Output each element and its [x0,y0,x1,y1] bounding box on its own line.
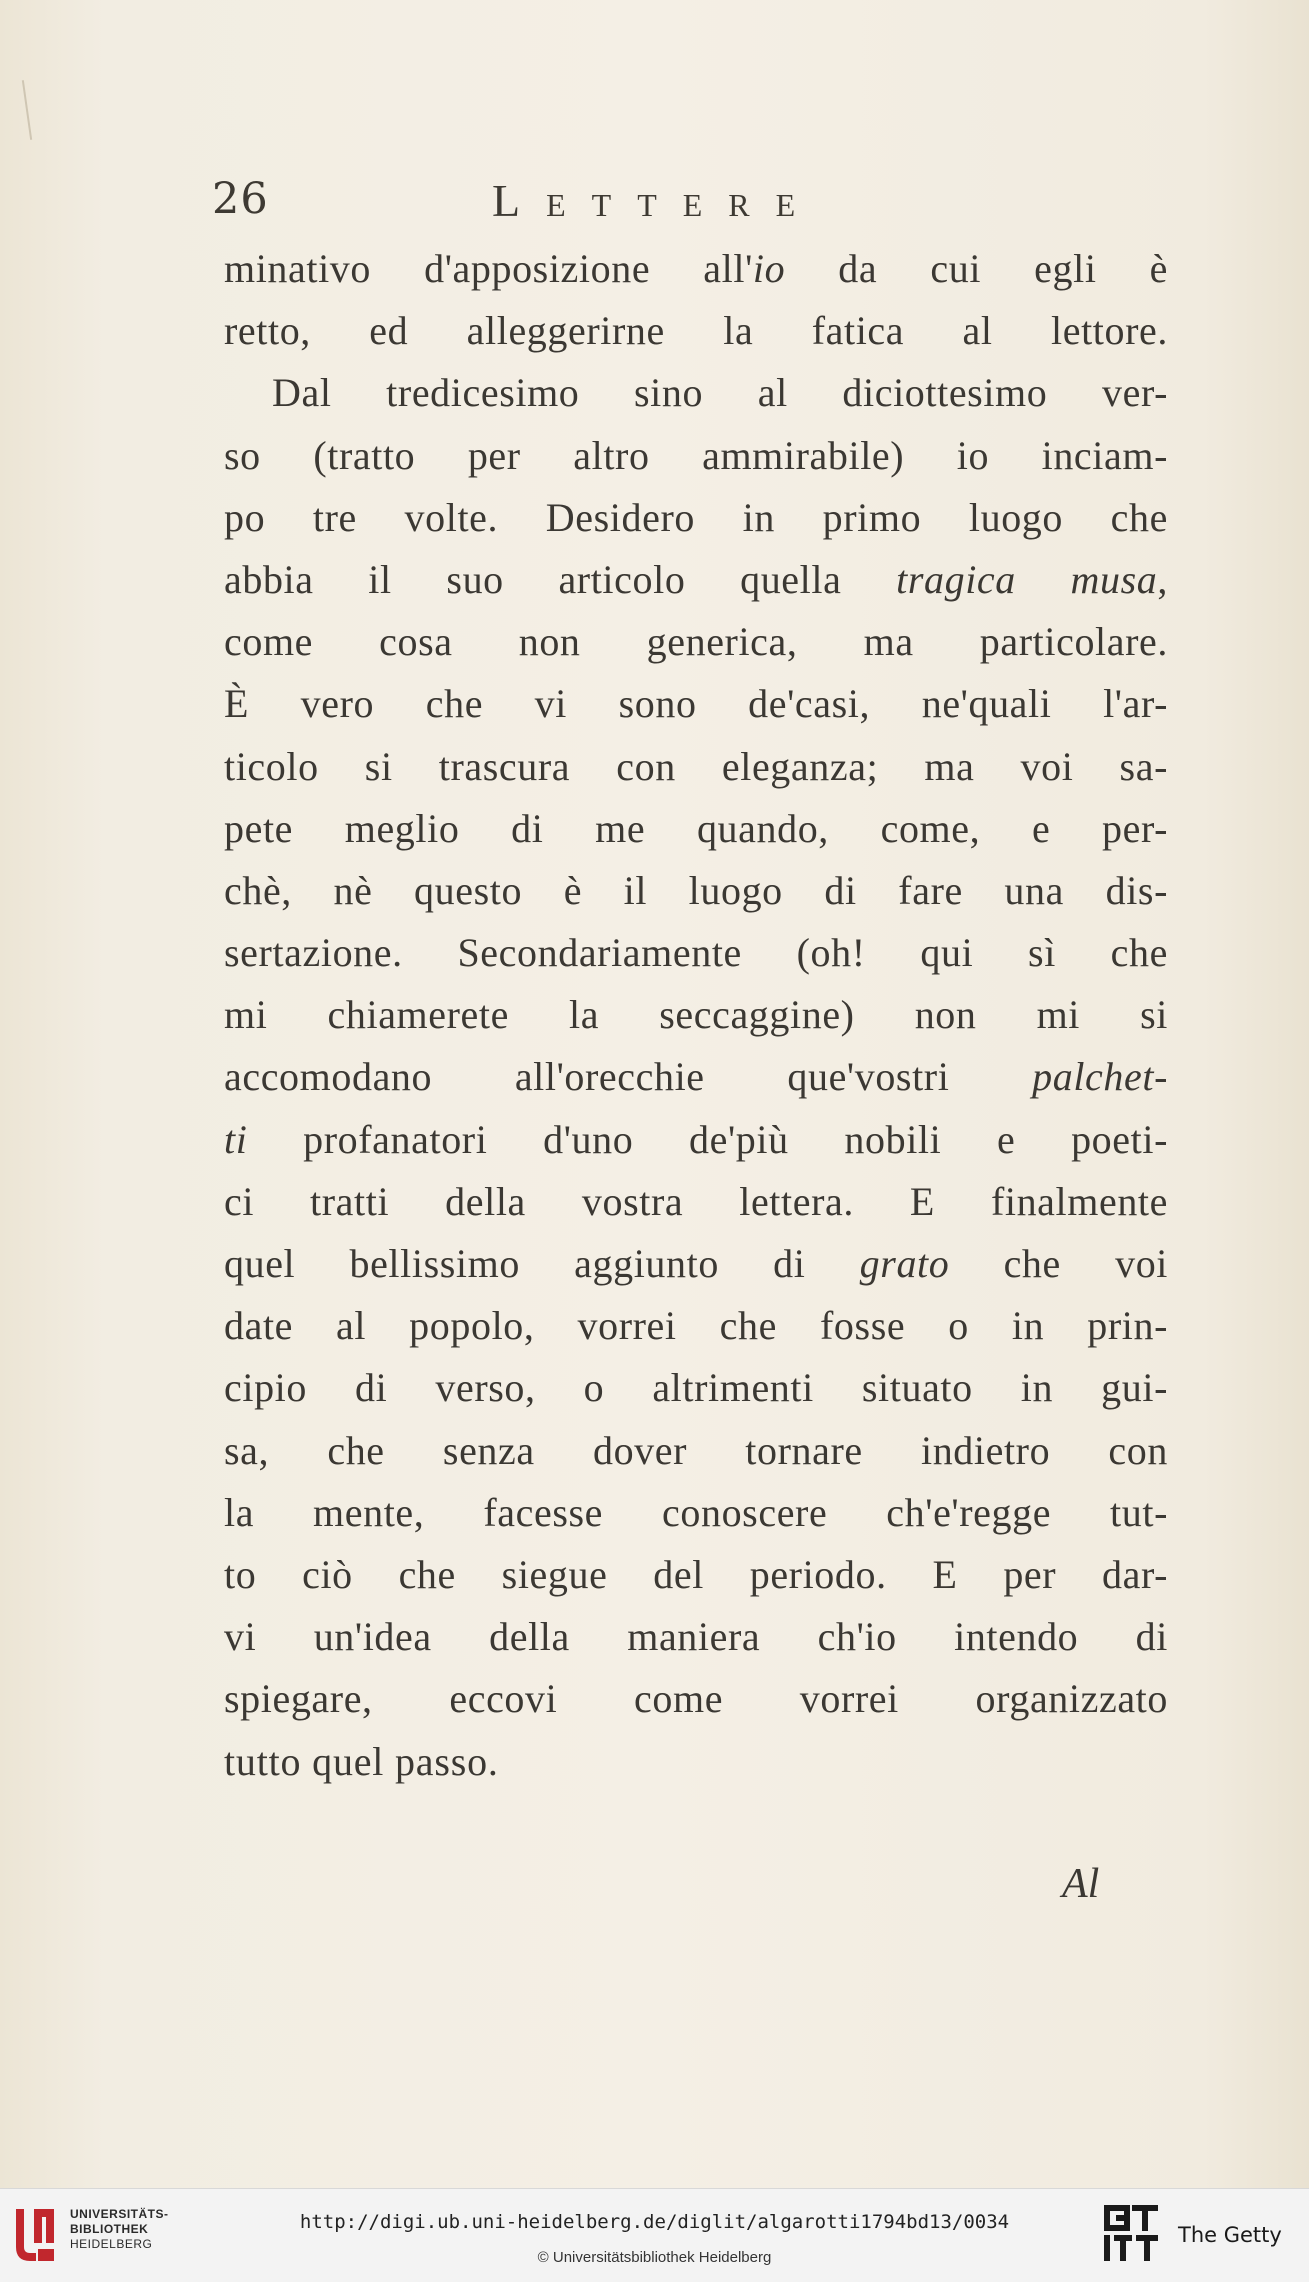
paper-mark [22,80,32,140]
text-line: pete meglio di me quando, come, e per- [224,805,1168,851]
text-line: tutto quel passo. [224,1738,499,1784]
viewer-footer [0,2188,1309,2282]
text-line: so (tratto per altro ammirabile) io inciam- [224,432,1168,478]
text-line: È vero che vi sono de'casi, ne'quali l'ar- [224,681,1168,727]
permalink-url[interactable]: http://digi.ub.uni-heidelberg.de/diglit/algarotti1794bd13/0034 [299,2211,1010,2233]
text-line: ti profanatori d'uno de'più nobili e poeti- [224,1116,1168,1162]
text-line: mi chiamerete la seccaggine) non mi si [224,992,1168,1038]
text-line: quel bellissimo aggiunto di grato che voi [224,1241,1169,1286]
copyright-notice: © Universitätsbibliothek Heidelberg [537,2249,772,2266]
text-line: to ciò che siegue del periodo. E per dar- [224,1551,1168,1597]
text-line: sa, che senza dover tornare indietro con [224,1427,1168,1473]
text-line: po tre volte. Desidero in primo luogo che [224,494,1168,540]
running-title: Lettere [492,175,822,226]
text-line: minativo d'apposizione all'io da cui egli è [224,246,1168,291]
text-line: la mente, facesse conoscere ch'e'regge tut- [224,1489,1168,1535]
text-line: sertazione. Secondariamente (oh! qui sì che [224,930,1168,976]
body-text [224,238,1168,1793]
page-header [212,174,1152,234]
text-line: spiegare, eccovi come vorrei organizzato [224,1676,1168,1722]
text-line: chè, nè questo è il luogo di fare una dis- [224,867,1168,913]
text-line: cipio di verso, o altrimenti situato in gui- [224,1365,1168,1411]
text-line: date al popolo, vorrei che fosse o in prin- [224,1303,1168,1349]
text-line: retto, ed alleggerirne la fatica al lettore. [224,308,1168,354]
text-line: ticolo si trascura con eleganza; ma voi sa- [224,743,1168,789]
library-name-line: HEIDELBERG [70,2237,153,2251]
text-line: Dal tredicesimo sino al diciottesimo ver- [272,370,1168,416]
text-line: accomodano all'orecchie que'vostri palchet- [224,1054,1168,1100]
partner-name: The Getty [1178,2223,1282,2247]
text-line: abbia il suo articolo quella tragica musa, [224,556,1168,602]
catchword: Al [1062,1861,1100,1907]
page-number: 26 [212,174,269,224]
text-line: vi un'idea della maniera ch'io intendo di [224,1614,1168,1660]
text-line: come cosa non generica, ma particolare. [224,619,1168,665]
library-name-line: UNIVERSITÄTS- [70,2207,169,2221]
text-line: ci tratti della vostra lettera. E finalmente [224,1178,1168,1224]
getty-logo-icon [1102,2203,1160,2265]
library-name-line: BIBLIOTHEK [70,2222,149,2236]
